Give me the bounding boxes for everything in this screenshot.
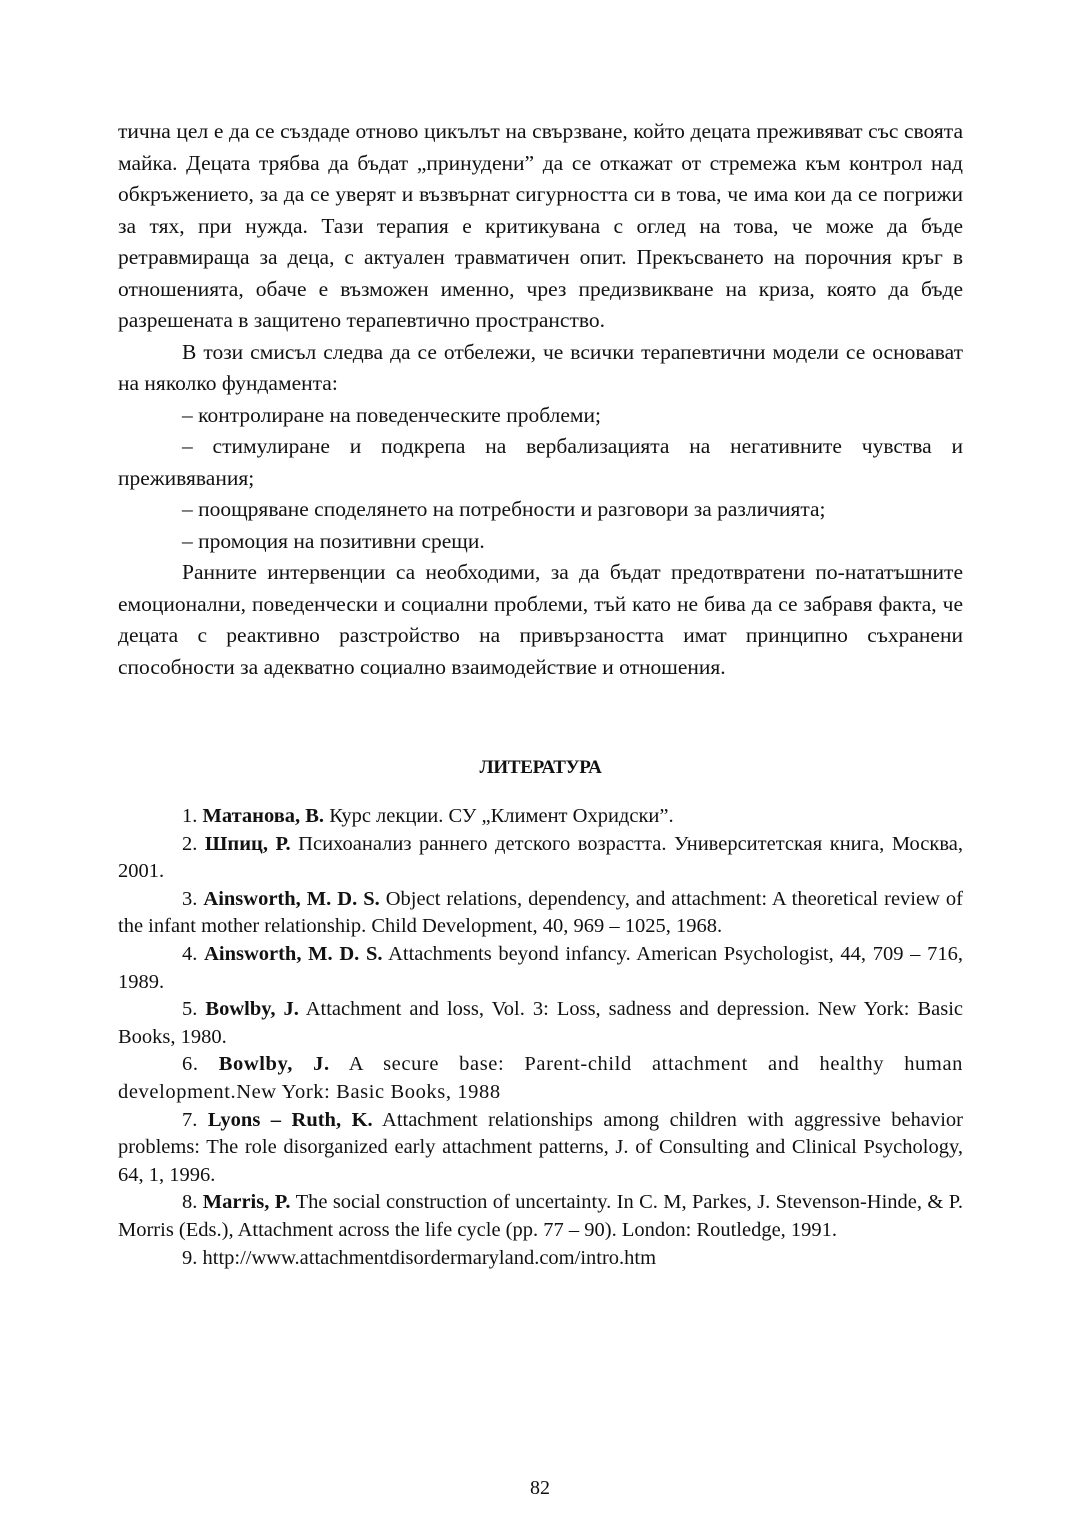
paragraph: В този смисъл следва да се отбележи, че всички терапевтични модели се основават на няколко фундамента: — [118, 339, 963, 395]
references-heading: ЛИТЕРАТУРА — [479, 757, 602, 778]
reference-number: 4. — [182, 942, 198, 965]
reference-text: Attachments beyond infancy. American Psychologist, 44, 709 – 716, 1989. — [118, 942, 963, 993]
reference-author: Матанова, В. — [202, 805, 325, 827]
reference-author: Marris, P. — [202, 1191, 291, 1214]
reference-number: 1. — [182, 805, 198, 827]
reference-item — [118, 996, 963, 1051]
reference-number: 3. — [182, 887, 198, 910]
reference-item — [118, 1107, 963, 1190]
reference-author: Bowlby, J. — [205, 998, 299, 1021]
reference-item — [118, 831, 963, 886]
reference-item — [118, 1051, 963, 1106]
reference-author: Ainsworth, M. D. S. — [204, 942, 383, 965]
reference-number: 9. — [182, 1246, 198, 1269]
reference-author: Lyons – Ruth, K. — [207, 1108, 373, 1131]
reference-number: 6. — [182, 1053, 199, 1076]
paragraph: Ранните интервенции са необходими, за да бъдат предотвратени по-нататъшните емоционални, поведенчески и социални проблеми, тъй като не бива да се забравя факта, че децата с реактивно разстройство на привързаността имат принципно съхранени способности за адекватно социално взаимодействие и отношения. — [118, 560, 963, 679]
reference-text: Attachment and loss, Vol. 3: Loss, sadness and depression. New York: Basic Books, 1980. — [118, 998, 963, 1048]
reference-item — [118, 1245, 963, 1273]
reference-link[interactable]: http://www.attachmentdisordermaryland.com/intro.htm — [202, 1246, 657, 1269]
reference-text: A secure base: Parent-child attachment and healthy human development.New York: Basic Books, 1988 — [118, 1053, 963, 1103]
list-item: – стимулиране и подкрепа на вербализацията на негативните чувства и преживявания; — [118, 434, 963, 490]
reference-number: 5. — [182, 998, 198, 1021]
reference-text: The social construction of uncertainty. In C. M, Parkes, J. Stevenson-Hinde, & P. Morris (Eds.), Attachment across the life cycle (pp. 77 – 90). London: Routledge, 1991. — [118, 1191, 963, 1241]
reference-text: Object relations, dependency, and attachment: A theoretical review of the infant mother relationship. Child Development, 40, 969 – 1025, 1968. — [118, 887, 963, 938]
references-list — [118, 803, 963, 1272]
list-item: – контролиране на поведенческите проблеми; — [182, 402, 601, 427]
reference-author: Шпиц, Р. — [204, 832, 291, 855]
reference-number: 8. — [182, 1191, 198, 1214]
reference-author: Ainsworth, M. D. S. — [203, 887, 380, 910]
paragraph: тична цел е да се създаде отново цикълът на свързване, който децата преживяват със своята майка. Децата трябва да бъдат „принудени” да се откажат от стремежа към контрол над обкръжението, за да се уверят и възвърнат сигурността си в това, че има кои да се погрижи за тях, при нужда. Тази терапия е критикувана с оглед на това, че може да бъде ретравмираща за деца, с актуален травматичен опит. Прекъсването на порочния кръг в отношенията, обаче е възможен именно, чрез предизвикване на криза, която да бъде разрешената в защитено терапевтично пространство. — [118, 119, 963, 332]
reference-text: Психоанализ раннего детского возрастта. Университетская книга, Москва, 2001. — [118, 832, 963, 883]
list-item: – промоция на позитивни срещи. — [182, 528, 485, 553]
page-content — [118, 116, 963, 1272]
reference-item — [118, 803, 963, 831]
reference-number: 2. — [182, 832, 198, 855]
reference-text: Курс лекции. СУ „Климент Охридски”. — [329, 805, 674, 827]
reference-author: Bowlby, J. — [218, 1053, 330, 1076]
body-text — [118, 116, 963, 683]
page-number: 82 — [530, 1477, 550, 1499]
list-item: – поощряване споделянето на потребности и разговори за различията; — [182, 497, 826, 521]
reference-item — [118, 1189, 963, 1244]
reference-number: 7. — [182, 1108, 198, 1131]
reference-item — [118, 886, 963, 941]
reference-text: Attachment relationships among children with aggressive behavior problems: The role disorganized early attachment patterns, J. of Consulting and Clinical Psychology, 64, 1, 1996. — [118, 1108, 964, 1186]
reference-item — [118, 941, 963, 996]
